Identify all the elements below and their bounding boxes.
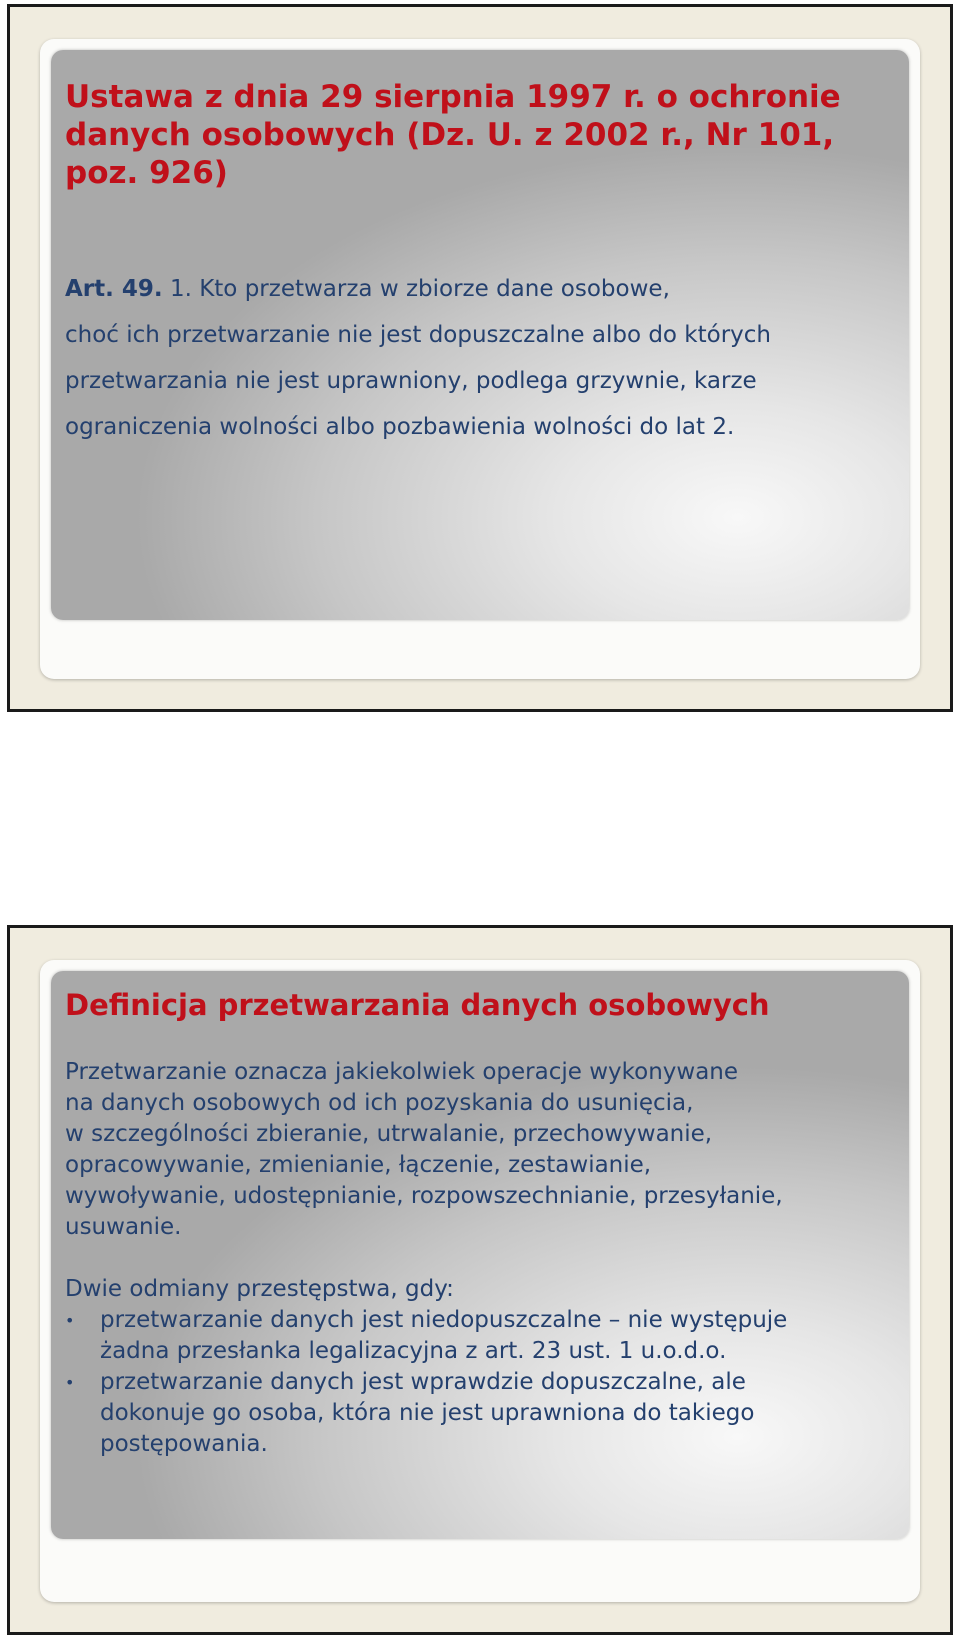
definition-line: w szczególności zbieranie, utrwalanie, przechowywanie, (65, 1121, 713, 1147)
act-title-line: danych osobowych (Dz. U. z 2002 r., Nr 101, (65, 117, 835, 153)
list-item-line: żadna przesłanka legalizacyjna z art. 23 ust. 1 u.o.d.o. (100, 1338, 727, 1364)
slide-2 (7, 925, 953, 1635)
article-49-text (65, 266, 895, 450)
article-line: ograniczenia wolności albo pozbawienia wolności do lat 2. (65, 414, 735, 440)
crime-variants-lead: Dwie odmiany przestępstwa, gdy: (65, 1276, 454, 1302)
slide-1-content-panel (51, 50, 909, 620)
article-reference: Art. 49. (65, 276, 163, 302)
act-title-line: Ustawa z dnia 29 sierpnia 1997 r. o ochronie (65, 79, 841, 115)
definition-text (65, 1057, 895, 1243)
crime-variants-list (65, 1305, 895, 1460)
definition-title: Definicja przetwarzania danych osobowych (65, 988, 770, 1022)
bullet-icon: • (65, 1311, 75, 1330)
list-item-line: postępowania. (100, 1431, 268, 1457)
list-item (65, 1367, 895, 1460)
definition-line: usuwanie. (65, 1214, 182, 1240)
article-line: 1. Kto przetwarza w zbiorze dane osobowe, (169, 276, 670, 302)
bullet-icon: • (65, 1373, 75, 1392)
act-title-line: poz. 926) (65, 155, 228, 191)
definition-line: na danych osobowych od ich pozyskania do usunięcia, (65, 1090, 694, 1116)
article-line: choć ich przetwarzanie nie jest dopuszczalne albo do których (65, 322, 772, 348)
article-line: przetwarzania nie jest uprawniony, podlega grzywnie, karze (65, 368, 757, 394)
list-item-line: przetwarzanie danych jest niedopuszczalne – nie występuje (100, 1307, 788, 1333)
slide-2-content-panel (51, 971, 909, 1539)
list-item-line: przetwarzanie danych jest wprawdzie dopuszczalne, ale (100, 1369, 746, 1395)
definition-line: wywoływanie, udostępnianie, rozpowszechnianie, przesyłanie, (65, 1183, 783, 1209)
list-item (65, 1305, 895, 1367)
slide-1 (7, 4, 953, 712)
definition-line: Przetwarzanie oznacza jakiekolwiek operacje wykonywane (65, 1059, 739, 1085)
act-title (65, 50, 895, 192)
list-item-line: dokonuje go osoba, która nie jest uprawniona do takiego (100, 1400, 755, 1426)
definition-line: opracowywanie, zmienianie, łączenie, zestawianie, (65, 1152, 652, 1178)
